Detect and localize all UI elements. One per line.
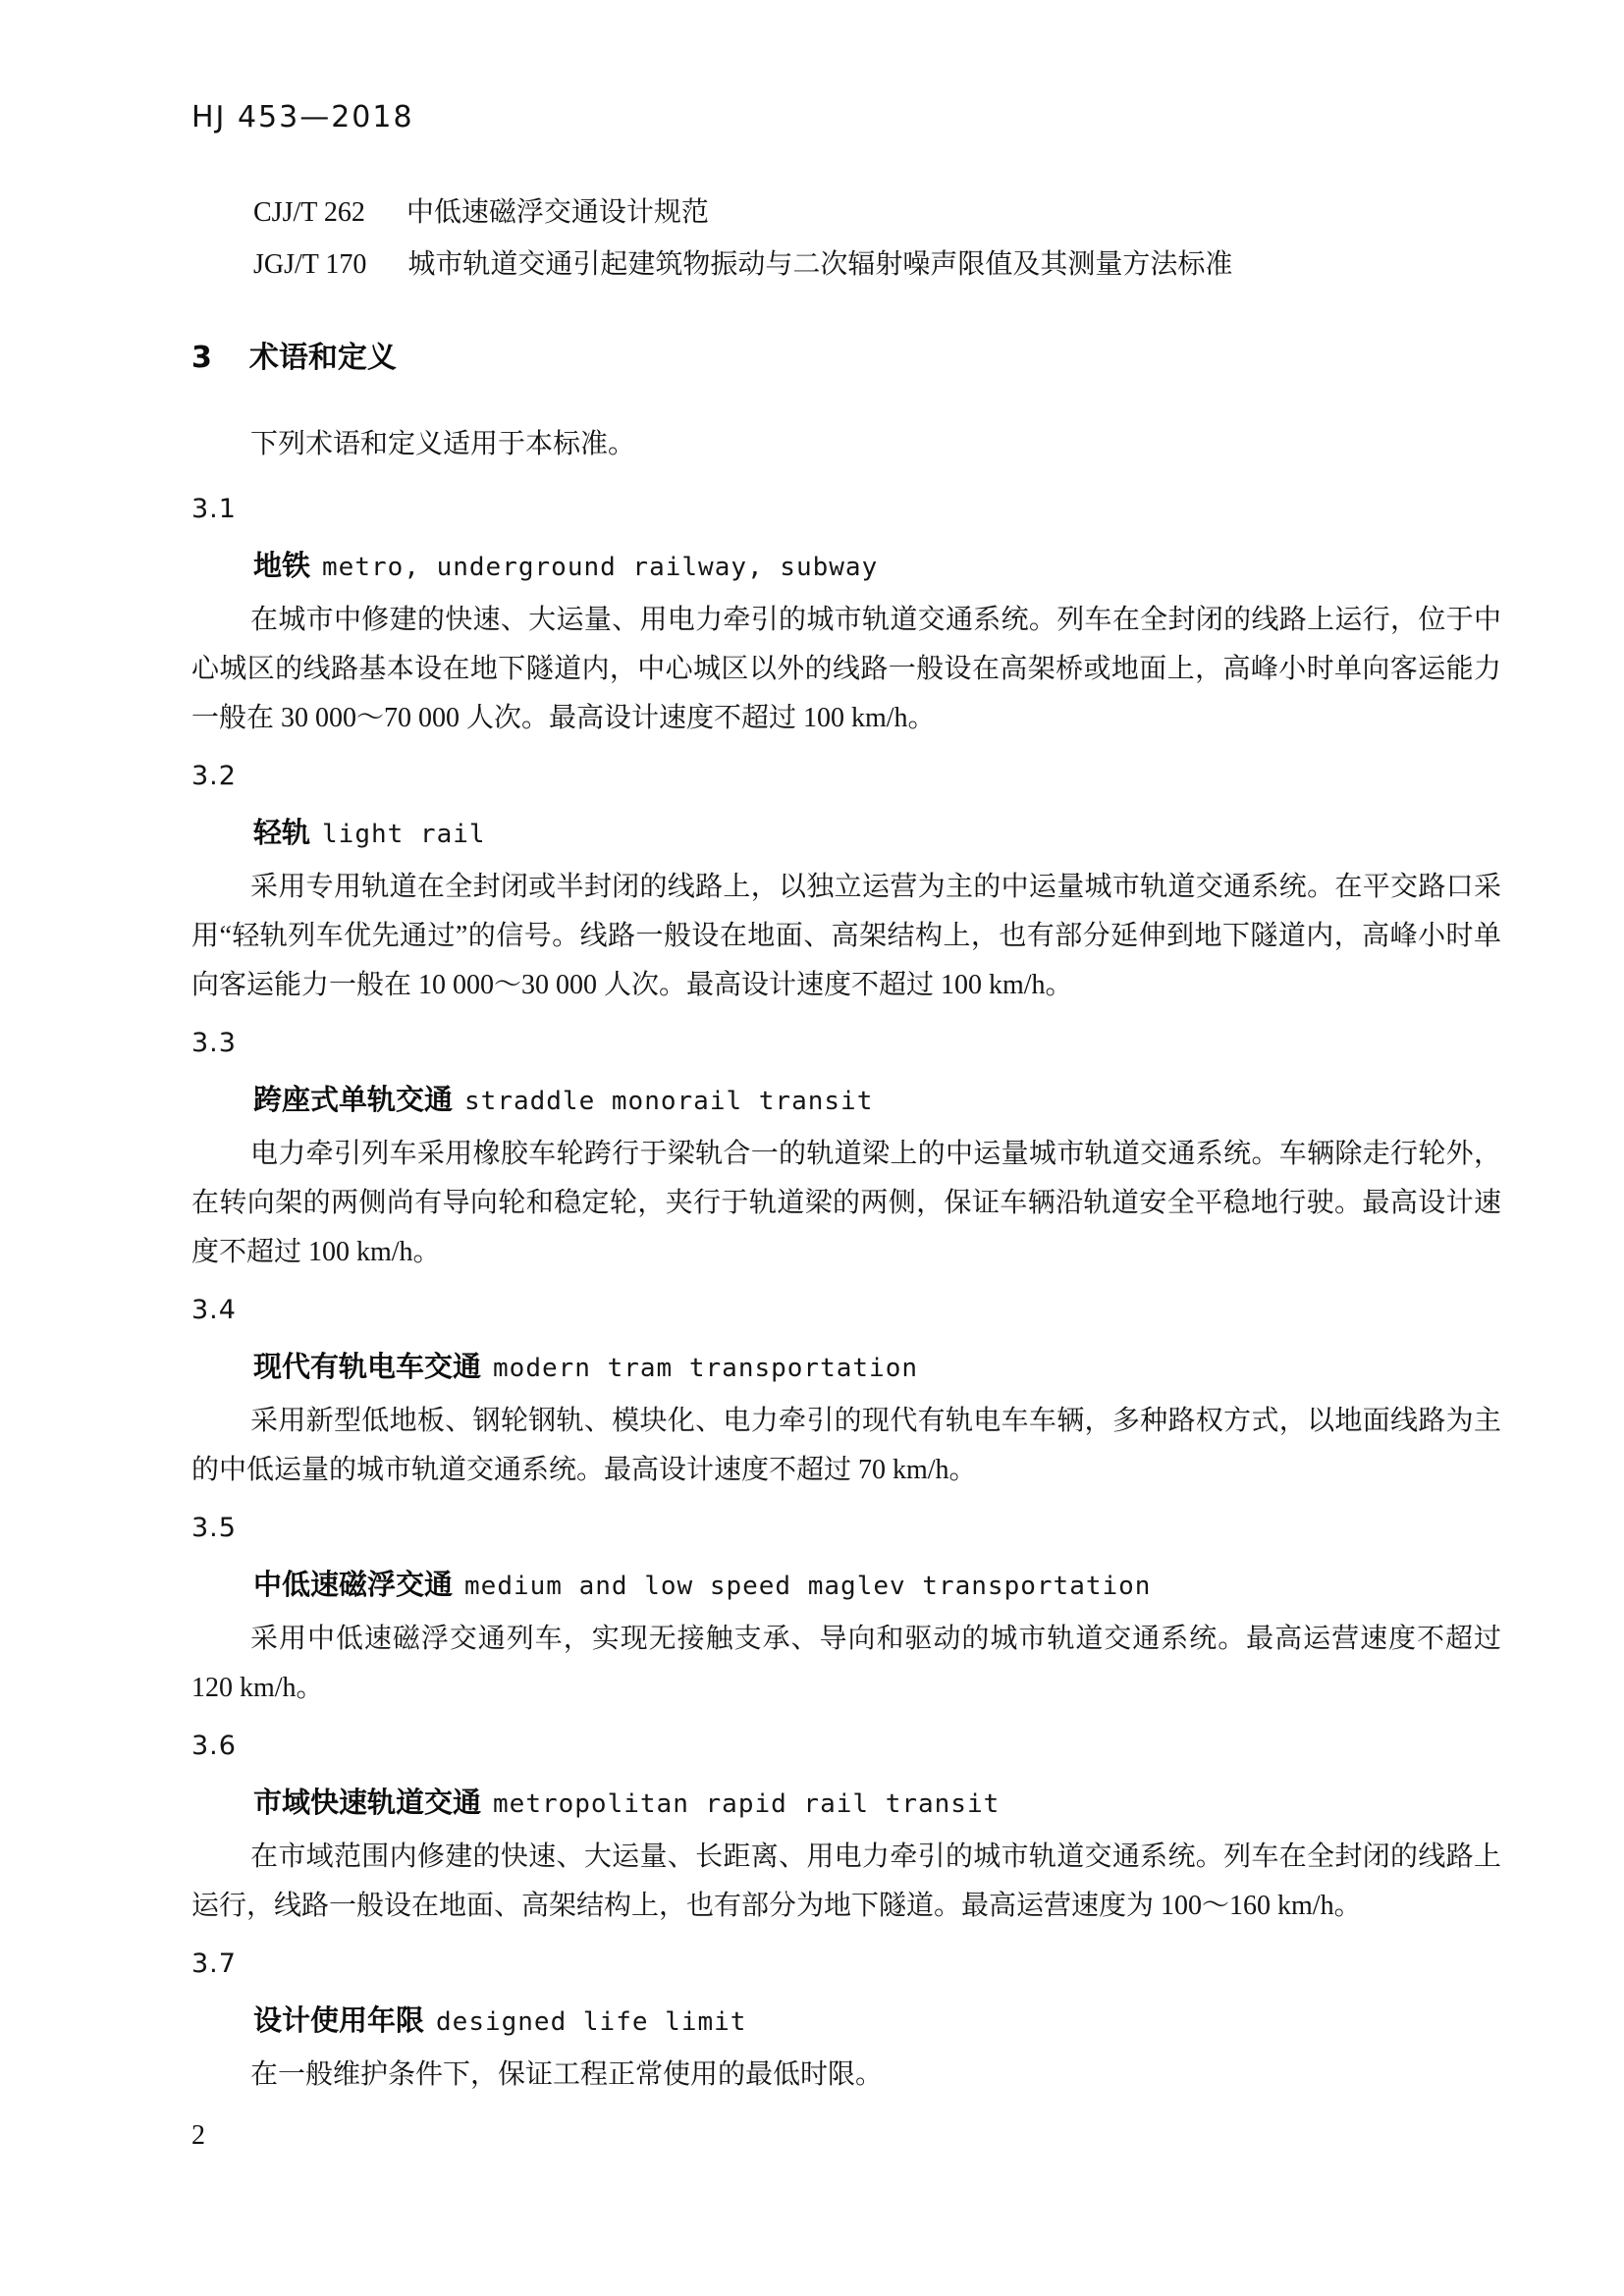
section-number: 3	[191, 341, 212, 375]
reference-title: 中低速磁浮交通设计规范	[406, 197, 709, 228]
term-number: 3.5	[191, 1513, 237, 1543]
term-block-3-4	[191, 1286, 1501, 1495]
term-name-zh: 现代有轨电车交通	[253, 1350, 482, 1383]
term-name-zh: 跨座式单轨交通	[253, 1083, 454, 1116]
reference-title: 城市轨道交通引起建筑物振动与二次辐射噪声限值及其测量方法标准	[407, 249, 1233, 280]
term-number: 3.7	[191, 1949, 237, 1979]
term-name-en: medium and low speed maglev transportation	[464, 1572, 1152, 1601]
term-block-3-5	[191, 1504, 1501, 1713]
term-definition: 在一般维护条件下，保证工程正常使用的最低时限。	[250, 2059, 884, 2090]
term-number: 3.1	[191, 494, 237, 524]
term-heading	[191, 1560, 1501, 1615]
term-definition: 电力牵引列车采用橡胶车轮跨行于梁轨合一的轨道梁上的中运量城市轨道交通系统。车辆除走行轮外，在转向架的两侧尚有导向轮和稳定轮，夹行于轨道梁的两侧，保证车辆沿轨道安全平稳地行驶。最高设计速度不超过 100 km/h。	[191, 1139, 1501, 1267]
term-number: 3.6	[191, 1731, 237, 1761]
term-name-en: metro, underground railway, subway	[322, 553, 879, 582]
term-name-en: light rail	[322, 820, 486, 849]
section-intro: 下列术语和定义适用于本标准。	[250, 429, 636, 459]
reference-code: CJJ/T 262	[253, 197, 365, 228]
term-definition: 在市域范围内修建的快速、大运量、长距离、用电力牵引的城市轨道交通系统。列车在全封闭的线路上运行，线路一般设在地面、高架结构上，也有部分为地下隧道。最高运营速度为 100～160 km/h。	[191, 1842, 1501, 1921]
term-name-zh: 市域快速轨道交通	[253, 1786, 482, 1819]
term-block-3-6	[191, 1722, 1501, 1931]
term-name-zh: 设计使用年限	[253, 2003, 425, 2037]
reference-code: JGJ/T 170	[253, 249, 367, 280]
term-heading	[191, 808, 1501, 863]
term-heading	[191, 1996, 1501, 2051]
term-heading	[191, 1342, 1501, 1397]
term-block-3-1	[191, 485, 1501, 743]
term-block-3-3	[191, 1019, 1501, 1277]
term-number: 3.2	[191, 761, 237, 791]
term-name-en: metropolitan rapid rail transit	[493, 1789, 1001, 1819]
term-definition: 在城市中修建的快速、大运量、用电力牵引的城市轨道交通系统。列车在全封闭的线路上运行，位于中心城区的线路基本设在地下隧道内，中心城区以外的线路一般设在高架桥或地面上，高峰小时单向客运能力一般在 30 000～70 000 人次。最高设计速度不超过 100 km/h。	[191, 605, 1501, 733]
terms-list	[191, 485, 1501, 2100]
reference-item	[191, 239, 1501, 291]
term-definition: 采用专用轨道在全封闭或半封闭的线路上，以独立运营为主的中运量城市轨道交通系统。在平交路口采用“轻轨列车优先通过”的信号。线路一般设在地面、高架结构上，也有部分延伸到地下隧道内，高峰小时单向客运能力一般在 10 000～30 000 人次。最高设计速度不超过 100 km/h。	[191, 872, 1501, 1000]
term-name-en: straddle monorail transit	[464, 1087, 874, 1116]
normative-references	[191, 187, 1501, 291]
section-title: 术语和定义	[248, 341, 397, 375]
term-heading	[191, 1778, 1501, 1833]
term-number: 3.4	[191, 1295, 237, 1325]
page-number: 2	[191, 2120, 205, 2151]
term-name-en: modern tram transportation	[493, 1354, 919, 1383]
term-name-zh: 地铁	[253, 549, 311, 582]
term-name-zh: 轻轨	[253, 816, 311, 849]
term-name-zh: 中低速磁浮交通	[253, 1568, 454, 1601]
term-number: 3.3	[191, 1028, 237, 1058]
standard-code-header: HJ 453—2018	[191, 100, 414, 134]
term-heading	[191, 1075, 1501, 1130]
term-definition: 采用中低速磁浮交通列车，实现无接触支承、导向和驱动的城市轨道交通系统。最高运营速度不超过 120 km/h。	[191, 1624, 1501, 1703]
term-definition: 采用新型低地板、钢轮钢轨、模块化、电力牵引的现代有轨电车车辆，多种路权方式，以地面线路为主的中低运量的城市轨道交通系统。最高设计速度不超过 70 km/h。	[191, 1406, 1501, 1485]
term-name-en: designed life limit	[436, 2007, 747, 2037]
term-block-3-2	[191, 752, 1501, 1010]
term-heading	[191, 541, 1501, 596]
reference-item	[191, 187, 1501, 239]
section-heading	[191, 336, 1501, 381]
term-block-3-7	[191, 1940, 1501, 2100]
